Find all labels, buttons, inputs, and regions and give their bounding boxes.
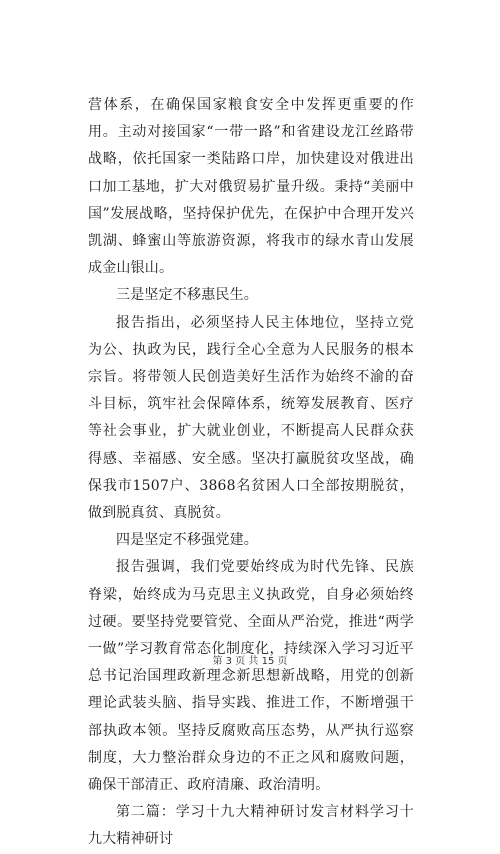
paragraph-report-3: 报告指出，必须坚持人民主体地位，坚持立党为公、执政为民，践行全心全意为人民服务的根本宗旨。将带领人民创造美好生活作为始终不渝的奋斗目标，筑牢社会保障体系，统筹发展教育、医疗等社会事业，扩大就业创业，不断提高人民群众获得感、幸福感、安全感。坚决打赢脱贫攻坚战，确保我市1507户、3868名贫困人口全部按期脱贫，做到脱真贫、真脱贫。	[88, 314, 414, 522]
section-heading-3: 三是坚定不移惠民生。	[116, 287, 258, 304]
next-article-title: 第二篇：学习十九大精神研讨发言材料学习十九大精神研讨	[88, 804, 414, 848]
paragraph-continuation: 营体系，在确保国家粮食安全中发挥更重要的作用。主动对接国家“一带一路”和省建设龙江丝路带战略，依托国家一类陆路口岸，加快建设对俄进出口加工基地，扩大对俄贸易扩量升级。秉持“美丽中国”发展战略，坚持保护优先，在保护中合理开发兴凯湖、蜂蜜山等旅游资源，将我市的绿水青山发展成金山银山。	[88, 97, 414, 277]
page-number-footer: 第 3 页 共 15 页	[212, 656, 288, 667]
document-body	[88, 92, 414, 854]
section-heading-4: 四是坚定不移强党建。	[116, 532, 258, 549]
paragraph-report-4: 报告强调，我们党要始终成为时代先锋、民族脊梁，始终成为马克思主义执政党，自身必须始终过硬。要坚持党要管党、全面从严治党，推进“两学一做”学习教育常态化制度化，持续深入学习习近平总书记治国理政新理念新思想新战略，用党的创新理论武装头脑、指导实践、推进工作，不断增强干部执政本领。坚持反腐败高压态势，从严执行巡察制度，大力整治群众身边的不正之风和腐败问题，确保干部清正、政府清廉、政治清明。	[88, 559, 414, 794]
